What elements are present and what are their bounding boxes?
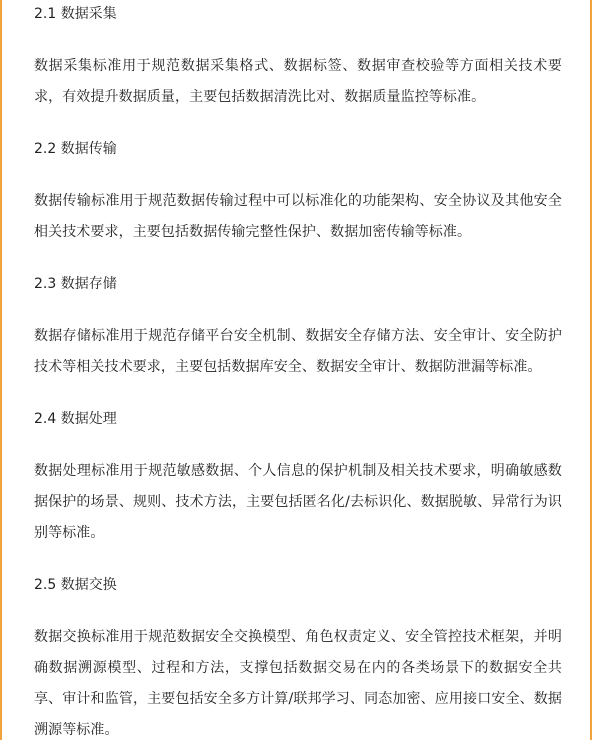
section-heading: 2.3 数据存储 [34, 276, 117, 292]
section-data-exchange [34, 575, 562, 746]
section-paragraph: 数据处理标准用于规范敏感数据、个人信息的保护机制及相关技术要求，明确敏感数据保护的场景、规则、技术方法，主要包括匿名化/去标识化、数据脱敏、异常行为识别等标准。 [34, 463, 562, 541]
section-paragraph: 数据存储标准用于规范存储平台安全机制、数据安全存储方法、安全审计、安全防护技术等相关技术要求，主要包括数据库安全、数据安全审计、数据防泄漏等标准。 [34, 328, 562, 375]
section-data-processing [34, 409, 562, 549]
section-paragraph: 数据采集标准用于规范数据采集格式、数据标签、数据审查校验等方面相关技术要求，有效提升数据质量，主要包括数据清洗比对、数据质量监控等标准。 [34, 58, 562, 105]
section-heading: 2.5 数据交换 [34, 577, 117, 593]
section-data-collection [34, 4, 562, 113]
section-paragraph: 数据交换标准用于规范数据安全交换模型、角色权责定义、安全管控技术框架，并明确数据溯源模型、过程和方法，支撑包括数据交易在内的各类场景下的数据安全共享、审计和监管，主要包括安全多方计算/联邦学习、同态加密、应用接口安全、数据溯源等标准。 [34, 629, 562, 738]
section-heading: 2.4 数据处理 [34, 411, 117, 427]
article-body [34, 0, 562, 746]
section-heading: 2.1 数据采集 [34, 6, 117, 22]
section-data-transmission [34, 139, 562, 248]
section-data-storage [34, 274, 562, 383]
section-heading: 2.2 数据传输 [34, 141, 117, 157]
section-paragraph: 数据传输标准用于规范数据传输过程中可以标准化的功能架构、安全协议及其他安全相关技术要求，主要包括数据传输完整性保护、数据加密传输等标准。 [34, 193, 562, 240]
